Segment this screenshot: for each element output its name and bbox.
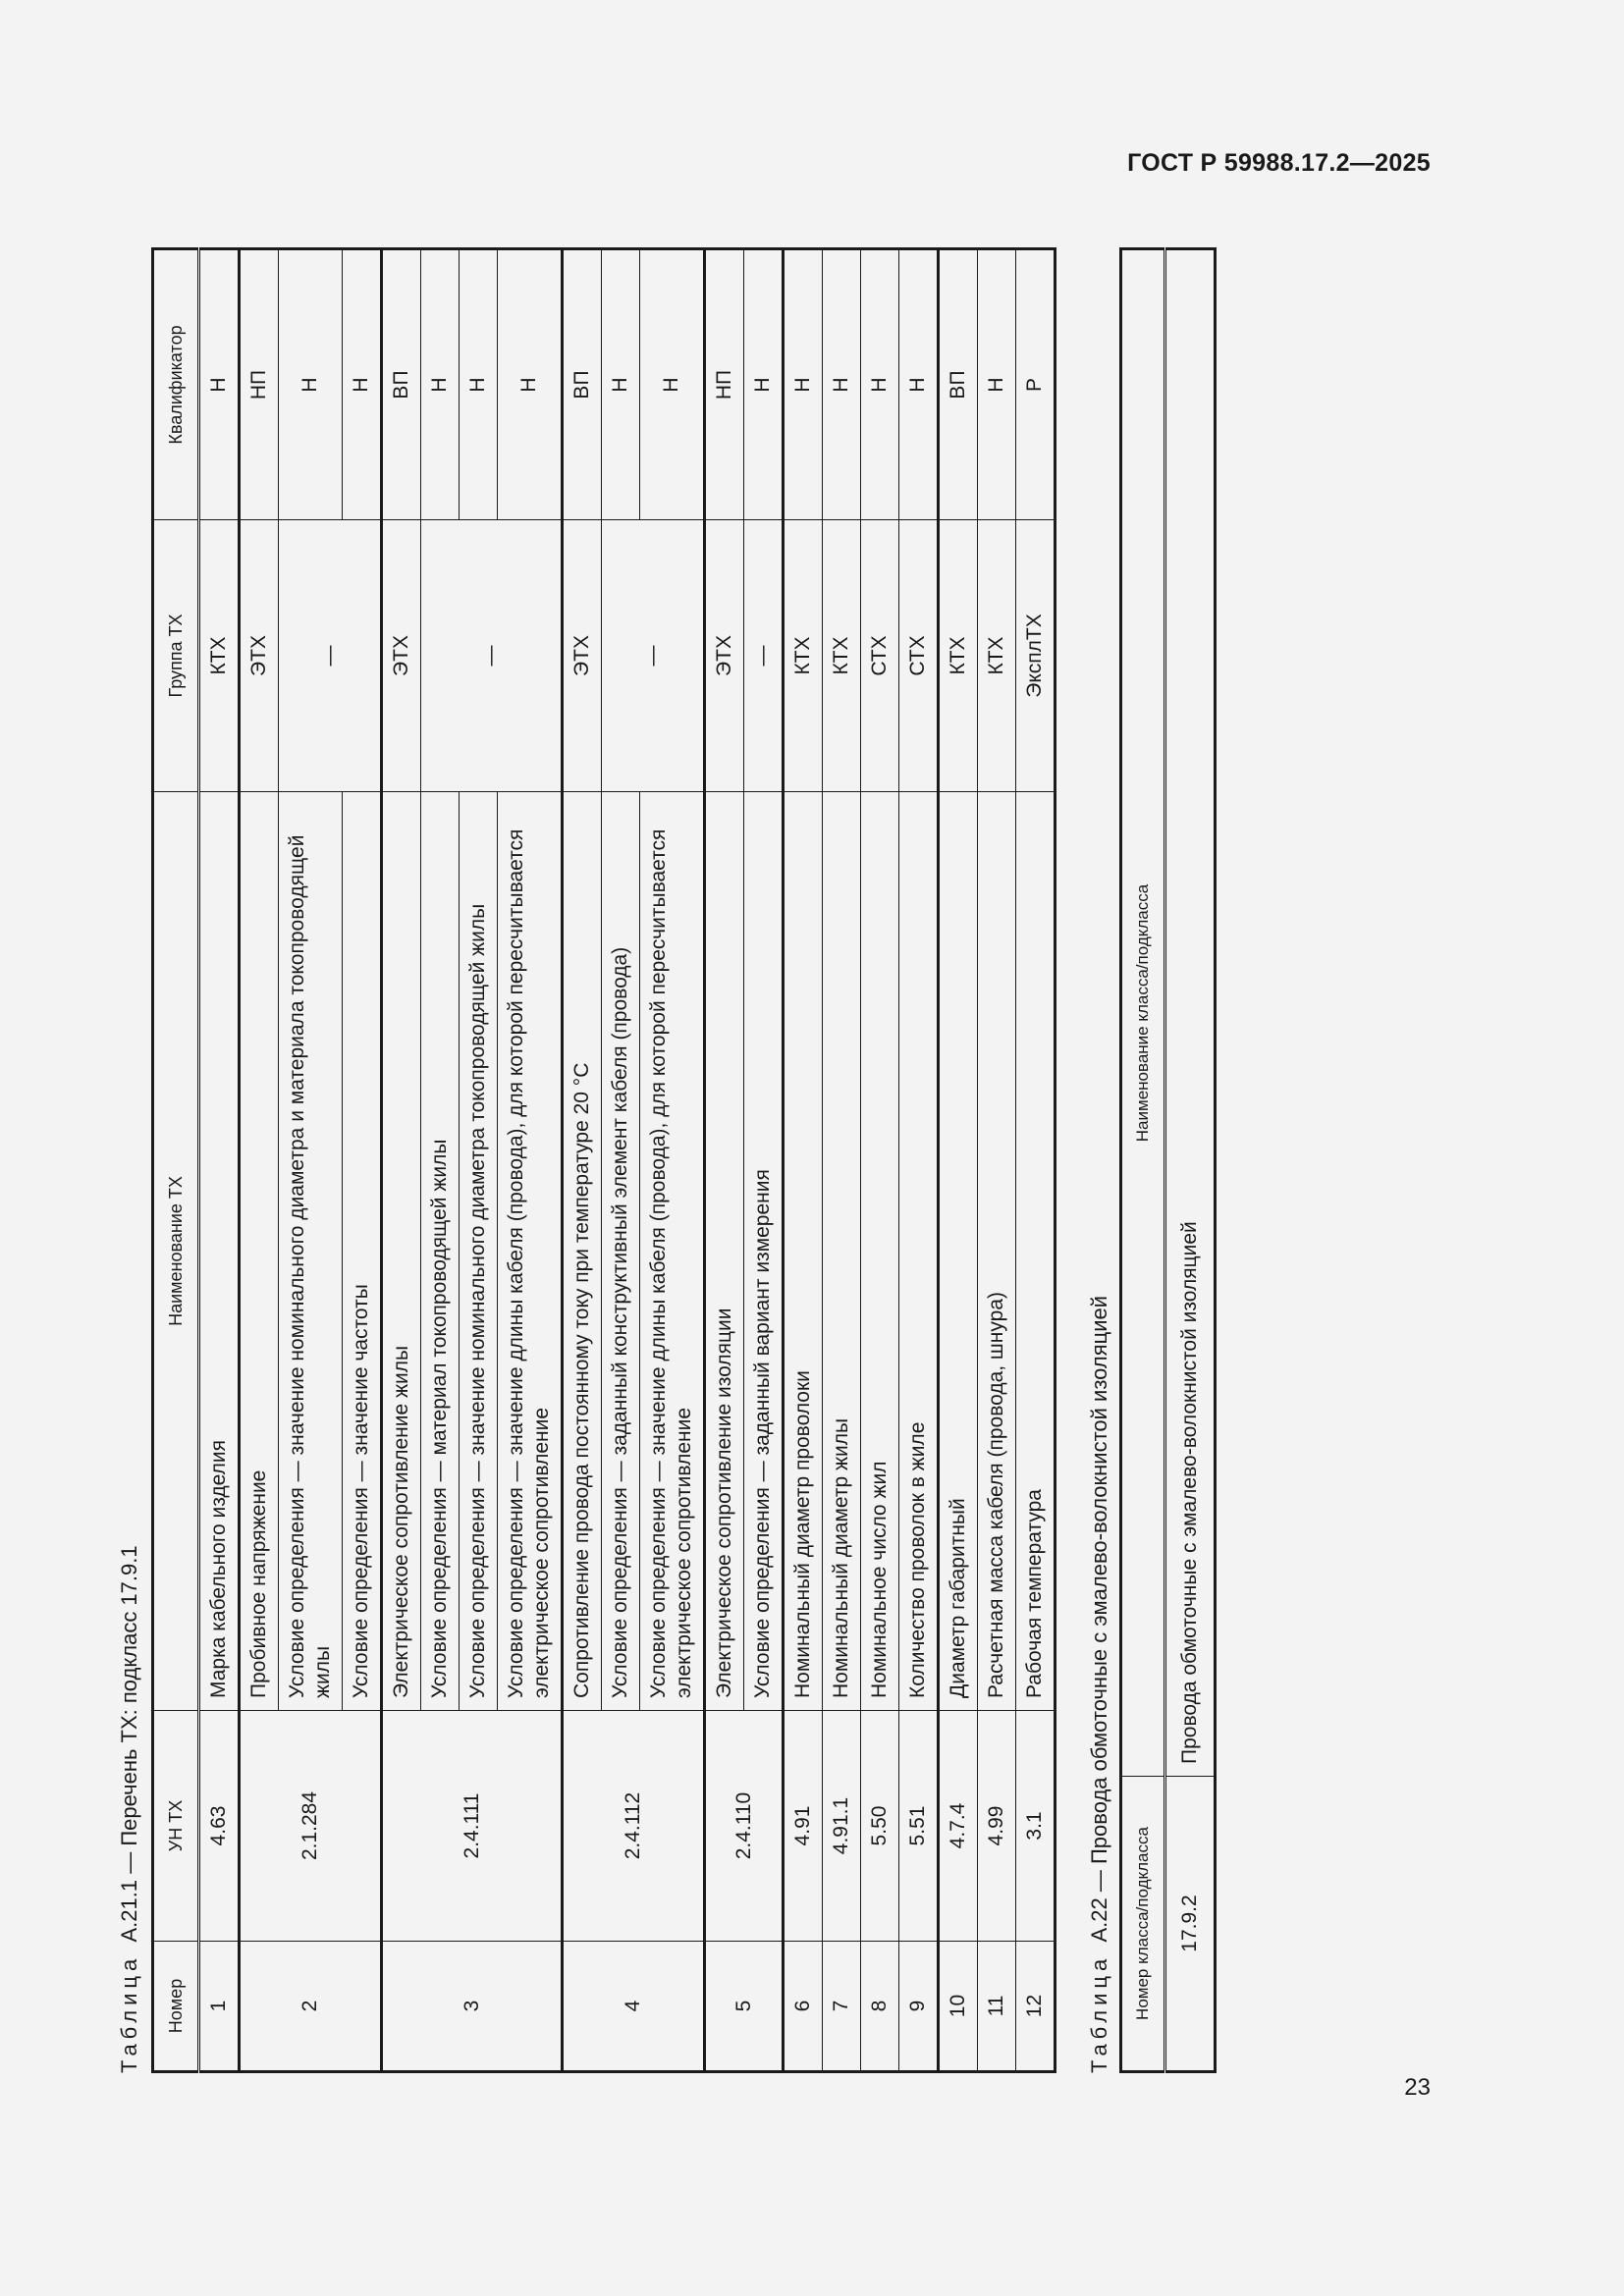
- table-row: [240, 249, 279, 2072]
- cell-group: ЭТХ: [705, 520, 744, 792]
- col-header-name: Наименование ТХ: [153, 792, 199, 1711]
- cell-name: Условие определения — заданный конструктивный элемент кабеля (провода): [602, 792, 640, 1711]
- cell-un: 3.1: [1016, 1711, 1056, 1942]
- table-row: [705, 249, 744, 2072]
- table1-header-row: [153, 249, 199, 2072]
- table-row: [563, 249, 602, 2072]
- cell-name: Условие определения — значение номинального диаметра токопроводящей жилы: [460, 792, 498, 1711]
- cell-qualifier: ВП: [563, 249, 602, 520]
- table2-caption-prefix: Таблица: [1087, 1953, 1111, 2073]
- cell-group: КТХ: [978, 520, 1016, 792]
- cell-number: 7: [823, 1942, 861, 2072]
- table-row: [978, 249, 1016, 2072]
- cell-group: КТХ: [939, 520, 978, 792]
- document-code: ГОСТ Р 59988.17.2—2025: [1127, 149, 1431, 177]
- cell-number: 9: [899, 1942, 939, 2072]
- cell-un: 4.99: [978, 1711, 1016, 1942]
- table2-caption-text: А.22 — Провода обмоточные с эмалево-волокнистой изоляцией: [1087, 1295, 1111, 1943]
- cell-number: 4: [563, 1942, 705, 2072]
- cell-un: 2.1.284: [240, 1711, 382, 1942]
- cell-group: ЭТХ: [240, 520, 279, 792]
- table-row: [1165, 249, 1216, 2072]
- cell-number: 3: [382, 1942, 563, 2072]
- cell-group: КТХ: [199, 520, 240, 792]
- cell-un: 4.7.4: [939, 1711, 978, 1942]
- table-row: [899, 249, 939, 2072]
- cell-class-name: Провода обмоточные с эмалево-волокнистой изоляцией: [1165, 249, 1216, 1777]
- table2-caption: [1080, 208, 1119, 2073]
- cell-group: СТХ: [899, 520, 939, 792]
- cell-un: 2.4.112: [563, 1711, 705, 1942]
- cell-qualifier: Н: [343, 249, 382, 520]
- cell-group: —: [421, 520, 563, 792]
- table-row: [1016, 249, 1056, 2072]
- cell-name: Условие определения — заданный вариант измерения: [744, 792, 784, 1711]
- cell-name: Условие определения — значение номинального диаметра и материала токопроводящей жилы: [279, 792, 343, 1711]
- cell-group: —: [744, 520, 784, 792]
- table-row: [823, 249, 861, 2072]
- cell-qualifier: Н: [744, 249, 784, 520]
- table-row: [784, 249, 823, 2072]
- cell-qualifier: НП: [705, 249, 744, 520]
- cell-number: 6: [784, 1942, 823, 2072]
- cell-name: Номинальное число жил: [861, 792, 899, 1711]
- cell-qualifier: Н: [602, 249, 640, 520]
- cell-qualifier: Н: [784, 249, 823, 520]
- cell-name: Условие определения — значение частоты: [343, 792, 382, 1711]
- cell-qualifier: Р: [1016, 249, 1056, 520]
- cell-number: 5: [705, 1942, 784, 2072]
- table-row: [939, 249, 978, 2072]
- cell-group: ЭксплТХ: [1016, 520, 1056, 792]
- table2-header-row: [1121, 249, 1165, 2072]
- table-a21-1: [151, 247, 1056, 2073]
- cell-un: 4.91.1: [823, 1711, 861, 1942]
- cell-un: 4.91: [784, 1711, 823, 1942]
- cell-qualifier: Н: [861, 249, 899, 520]
- cell-number: 11: [978, 1942, 1016, 2072]
- cell-group: КТХ: [823, 520, 861, 792]
- cell-number: 12: [1016, 1942, 1056, 2072]
- cell-name: Условие определения — материал токопроводящей жилы: [421, 792, 460, 1711]
- cell-qualifier: ВП: [939, 249, 978, 520]
- cell-group: ЭТХ: [382, 520, 421, 792]
- cell-name: Расчетная масса кабеля (провода, шнура): [978, 792, 1016, 1711]
- table-a22: [1119, 247, 1217, 2073]
- cell-name: Электрическое сопротивление жилы: [382, 792, 421, 1711]
- col-header-qualifier: Квалификатор: [153, 249, 199, 520]
- cell-qualifier: Н: [498, 249, 563, 520]
- cell-un: 2.4.111: [382, 1711, 563, 1942]
- cell-group: КТХ: [784, 520, 823, 792]
- cell-qualifier: ВП: [382, 249, 421, 520]
- cell-group: СТХ: [861, 520, 899, 792]
- cell-qualifier: НП: [240, 249, 279, 520]
- col-header-un: УН ТХ: [153, 1711, 199, 1942]
- cell-number: 10: [939, 1942, 978, 2072]
- cell-name: Пробивное напряжение: [240, 792, 279, 1711]
- cell-number: 2: [240, 1942, 382, 2072]
- cell-name: Рабочая температура: [1016, 792, 1056, 1711]
- cell-name: Марка кабельного изделия: [199, 792, 240, 1711]
- cell-name: Номинальный диаметр жилы: [823, 792, 861, 1711]
- table-row: [199, 249, 240, 2072]
- cell-name: Электрическое сопротивление изоляции: [705, 792, 744, 1711]
- cell-group: —: [279, 520, 382, 792]
- table1-caption: [108, 208, 151, 2073]
- cell-number: 1: [199, 1942, 240, 2072]
- cell-name: Номинальный диаметр проволоки: [784, 792, 823, 1711]
- cell-qualifier: Н: [899, 249, 939, 520]
- cell-group: —: [602, 520, 705, 792]
- cell-qualifier: Н: [640, 249, 705, 520]
- table-row: [382, 249, 421, 2072]
- cell-un: 5.50: [861, 1711, 899, 1942]
- cell-qualifier: Н: [978, 249, 1016, 520]
- cell-group: ЭТХ: [563, 520, 602, 792]
- col-header-number: Номер: [153, 1942, 199, 2072]
- cell-un: 4.63: [199, 1711, 240, 1942]
- cell-qualifier: Н: [421, 249, 460, 520]
- col-header-group: Группа ТХ: [153, 520, 199, 792]
- cell-name: Сопротивление провода постоянному току при температуре 20 °С: [563, 792, 602, 1711]
- cell-qualifier: Н: [279, 249, 343, 520]
- rotated-content: [108, 208, 1434, 2073]
- cell-number: 8: [861, 1942, 899, 2072]
- table1-caption-prefix: Таблица: [117, 1953, 141, 2073]
- cell-un: 2.4.110: [705, 1711, 784, 1942]
- col-header-class-name: Наименование класса/подкласса: [1121, 249, 1165, 1777]
- cell-class-number: 17.9.2: [1165, 1777, 1216, 2072]
- cell-qualifier: Н: [823, 249, 861, 520]
- table-row: [861, 249, 899, 2072]
- cell-qualifier: Н: [460, 249, 498, 520]
- cell-qualifier: Н: [199, 249, 240, 520]
- cell-name: Условие определения — значение длины кабеля (провода), для которой пересчитывается электрическое сопротивление: [498, 792, 563, 1711]
- table1-caption-text: А.21.1 — Перечень ТХ: подкласс 17.9.1: [117, 1545, 141, 1943]
- page-number: 23: [1404, 2074, 1431, 2101]
- cell-name: Диаметр габаритный: [939, 792, 978, 1711]
- cell-name: Количество проволок в жиле: [899, 792, 939, 1711]
- col-header-class-number: Номер класса/подкласса: [1121, 1777, 1165, 2072]
- cell-name: Условие определения — значение длины кабеля (провода), для которой пересчитывается электрическое сопротивление: [640, 792, 705, 1711]
- cell-un: 5.51: [899, 1711, 939, 1942]
